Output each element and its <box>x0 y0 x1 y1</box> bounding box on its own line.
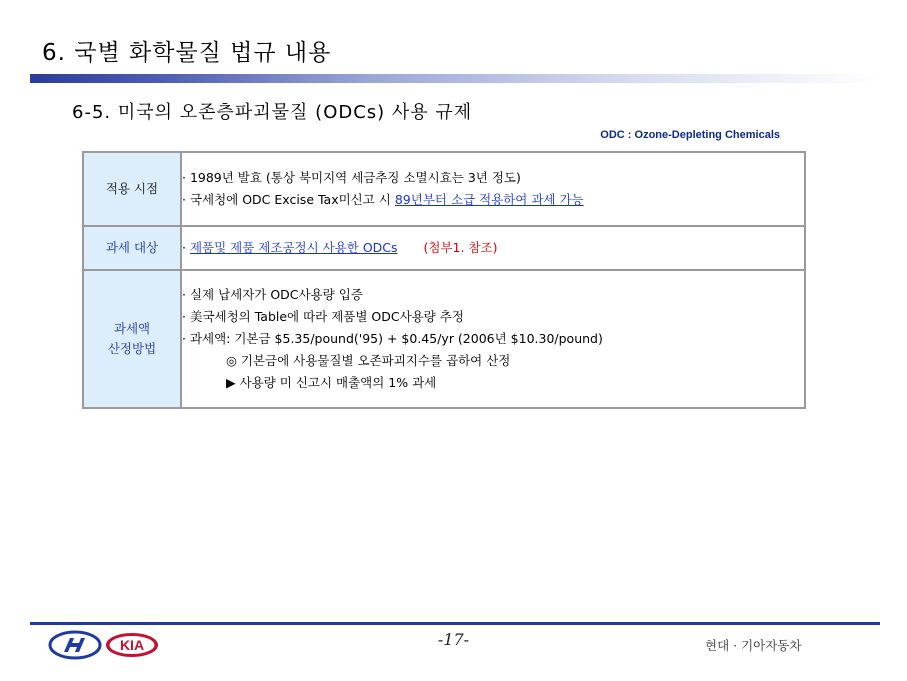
row-header-label: 과세 대상 <box>105 240 159 255</box>
content-line: · 美국세청의 Table에 따라 제품별 ODC사용량 추정 <box>182 309 464 324</box>
row-header-label: 적용 시점 <box>105 181 159 196</box>
odc-definition-note: ODC : Ozone-Depleting Chemicals <box>600 129 780 141</box>
row-header-label: 산정방법 <box>107 341 157 356</box>
table-row <box>83 270 805 408</box>
row-header-tax-target <box>83 226 181 270</box>
table-row <box>83 226 805 270</box>
title-underline-bar <box>30 74 880 83</box>
row-content-tax-calculation <box>181 270 805 408</box>
page-title: 6. 국별 화학물질 법규 내용 <box>42 40 332 66</box>
content-line <box>182 237 804 259</box>
content-line: · 실제 납세자가 ODC사용량 입증 <box>182 287 363 302</box>
row-content-tax-target <box>181 226 805 270</box>
company-name: 현대 · 기아자동차 <box>705 638 802 653</box>
row-header-tax-calculation <box>83 270 181 408</box>
content-line-prefix: · 국세청에 ODC Excise Tax미신고 시 <box>182 192 395 207</box>
content-line: ◎ 기본금에 사용물질별 오존파괴지수를 곱하여 산정 <box>226 353 511 368</box>
kia-logo-text: KIA <box>119 637 145 653</box>
footer-divider <box>30 622 880 625</box>
row-header-effective-date <box>83 152 181 226</box>
table-row <box>83 152 805 226</box>
content-line: · 과세액: 기본금 $5.35/pound('95) + $0.45/yr (2006년 $10.30/pound) <box>182 331 603 346</box>
row-header-label: 과세액 <box>113 321 151 336</box>
regulation-table <box>82 151 806 409</box>
content-line <box>182 189 804 211</box>
odc-products-link[interactable]: 제품및 제품 제조공정시 사용한 ODCs <box>189 240 398 255</box>
retroactive-tax-link[interactable]: 89년부터 소급 적용하여 과세 가능 <box>394 192 584 207</box>
row-content-effective-date <box>181 152 805 226</box>
content-line: ▶ 사용량 미 신고시 매출액의 1% 과세 <box>226 375 437 390</box>
section-subtitle: 6-5. 미국의 오존층파괴물질 (ODCs) 사용 규제 <box>72 102 473 123</box>
page-number: -17- <box>437 630 470 649</box>
content-line-prefix: · <box>182 240 190 255</box>
content-line: · 1989년 발효 (통상 북미지역 세금추징 소멸시효는 3년 정도) <box>182 170 521 185</box>
attachment-reference-note: (첨부1. 참조) <box>423 240 498 255</box>
